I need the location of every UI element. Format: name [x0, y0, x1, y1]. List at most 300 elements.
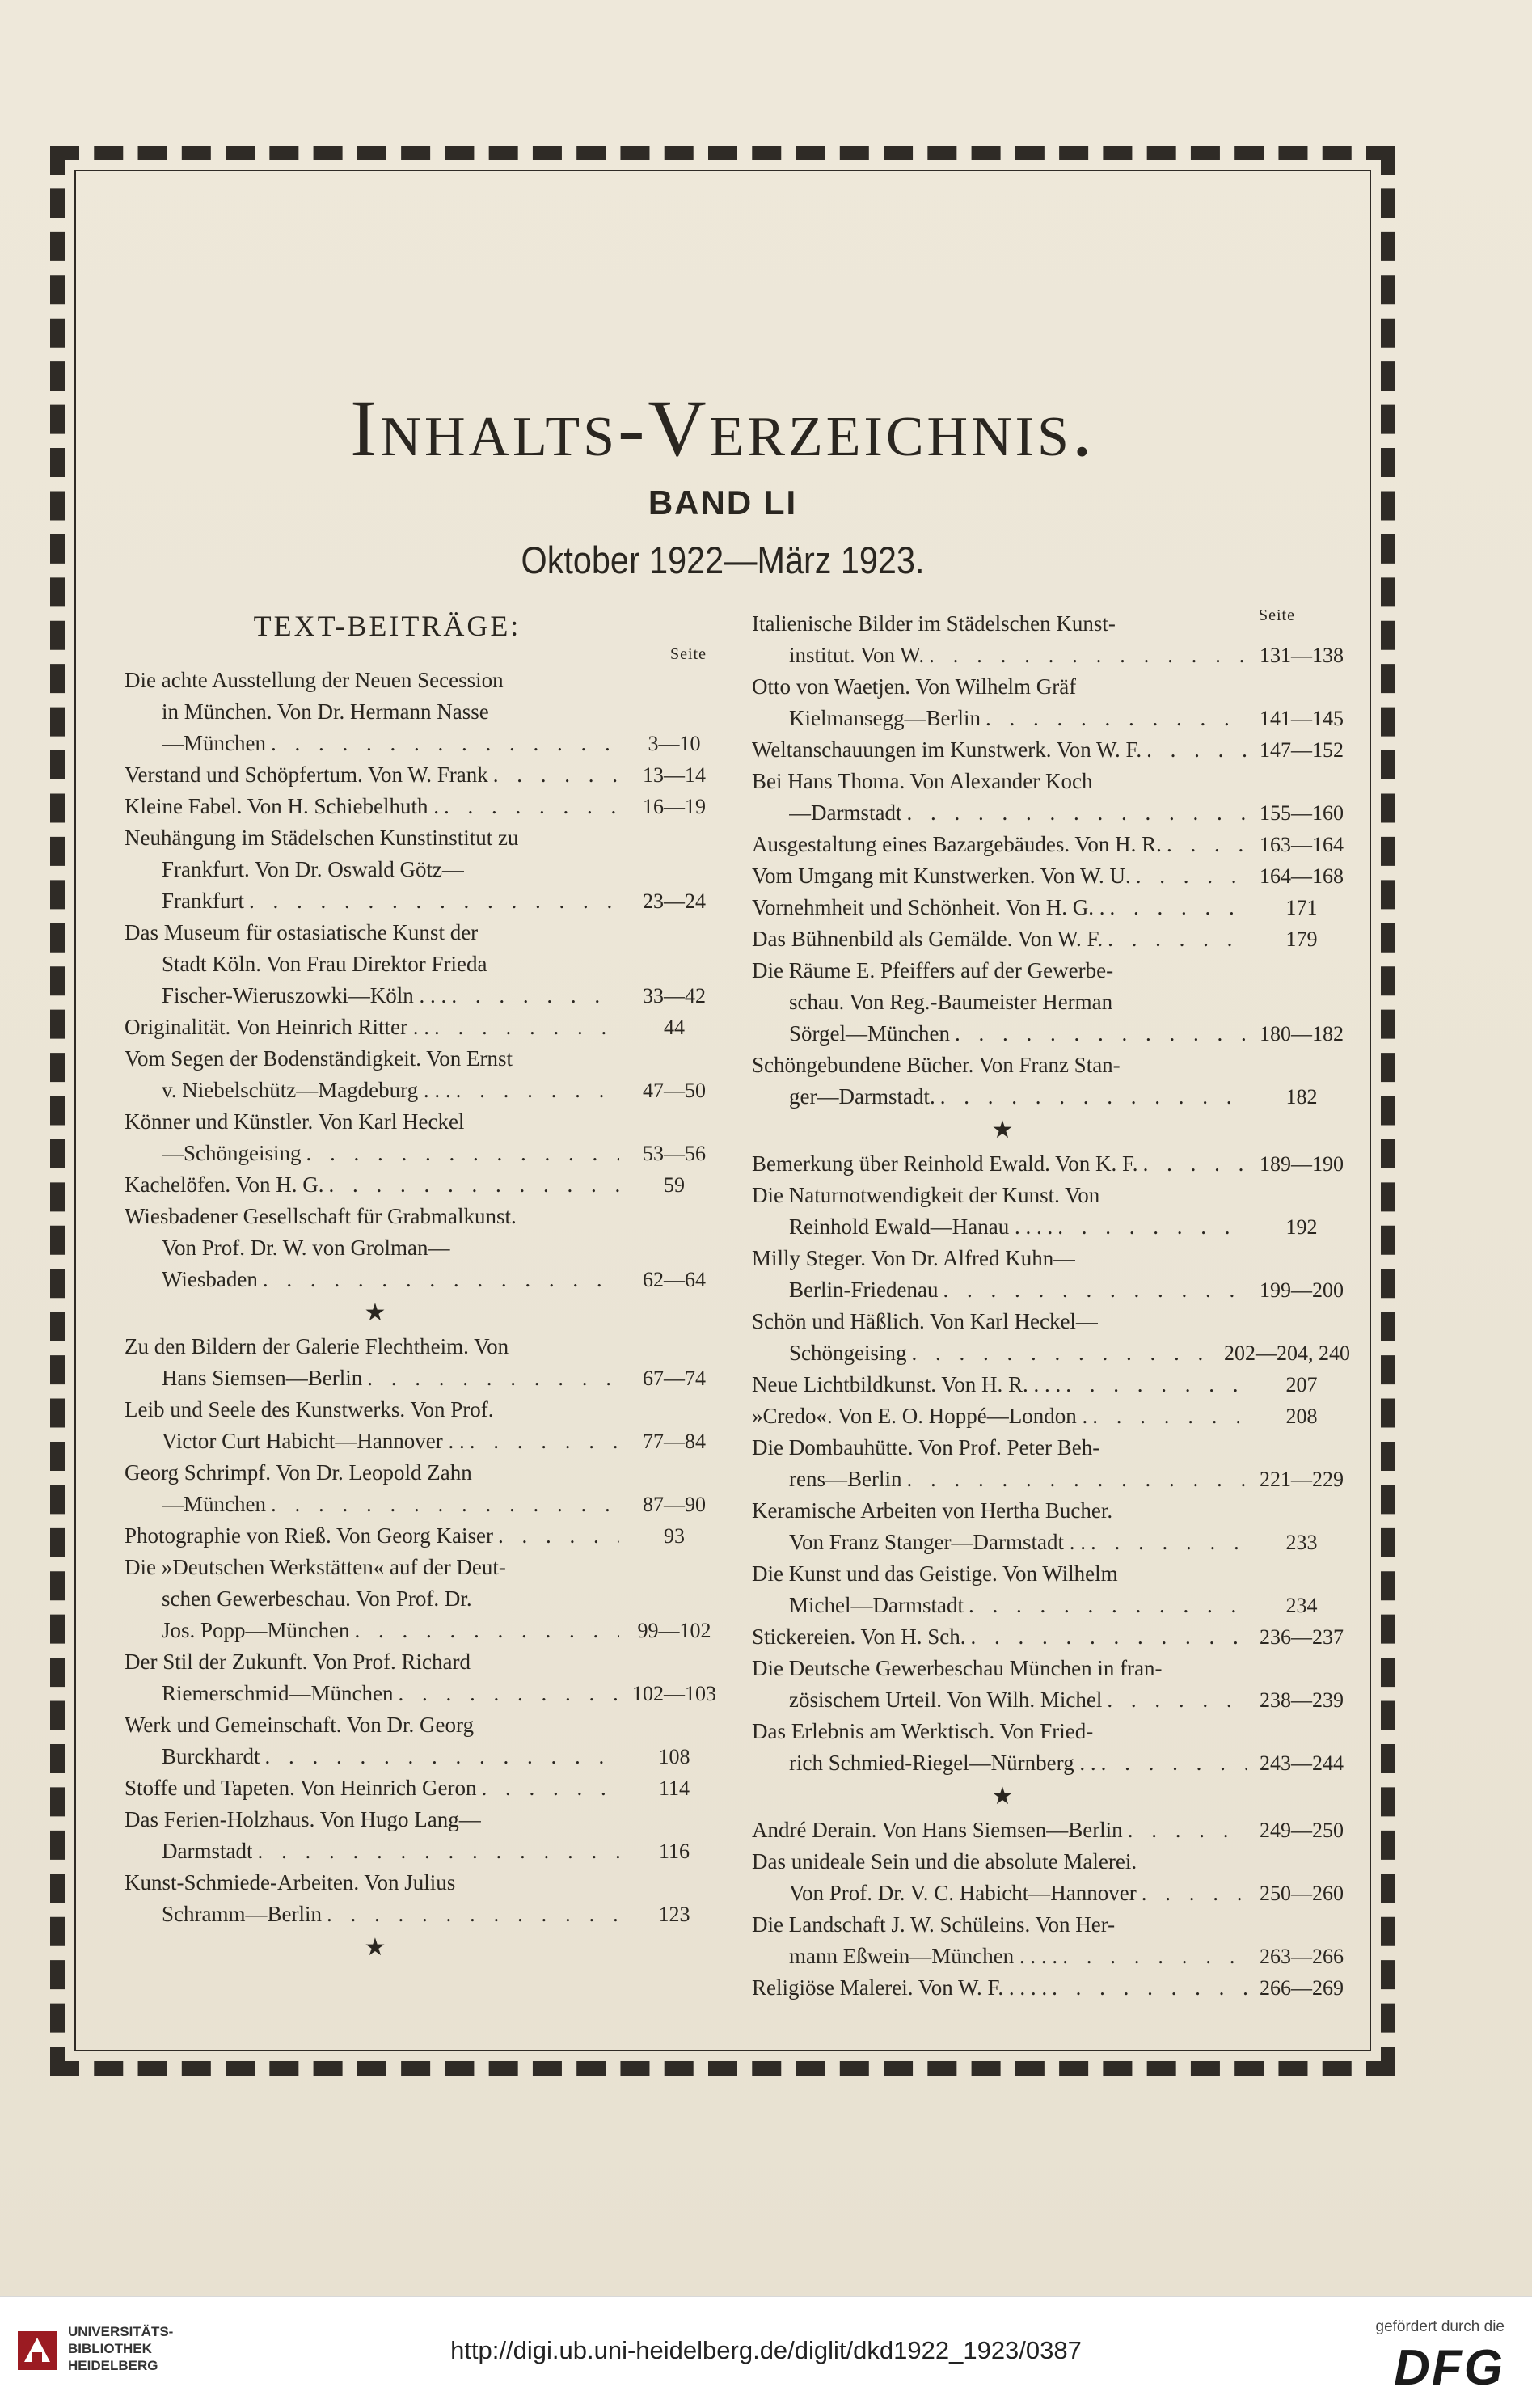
- toc-entry-text: schau. Von Reg.-Baumeister Herman: [789, 990, 1113, 1014]
- toc-entry-text: Sörgel—München: [789, 1021, 950, 1046]
- toc-page-number: 53—56: [643, 1142, 706, 1165]
- volume-label: BAND LI: [648, 484, 798, 522]
- toc-entry-line: [125, 759, 723, 791]
- toc-entry-line: [125, 1232, 723, 1264]
- dot-leader: [1136, 860, 1247, 892]
- toc-entry-line: [752, 1814, 1350, 1846]
- toc-entry-line: [125, 1646, 723, 1678]
- toc-entry: [125, 1552, 723, 1646]
- period-label: Oktober 1922—März 1923.: [521, 539, 925, 581]
- toc-entry: [752, 1400, 1350, 1432]
- toc-entry: [752, 1306, 1350, 1369]
- toc-entry-line: [752, 671, 1350, 703]
- toc-entry: [125, 1201, 723, 1295]
- toc-entry-text: Georg Schrimpf. Von Dr. Leopold Zahn: [125, 1460, 472, 1485]
- toc-entry: [125, 1394, 723, 1457]
- toc-page-number: 108: [658, 1745, 690, 1768]
- toc-entry-text: Könner und Künstler. Von Karl Heckel: [125, 1109, 465, 1134]
- toc-entry-line: [752, 1018, 1350, 1050]
- toc-page-number: 131—138: [1260, 644, 1344, 667]
- toc-entry-line: [752, 1400, 1350, 1432]
- toc-entry: [125, 1709, 723, 1772]
- toc-page-number: 171: [1285, 896, 1318, 919]
- toc-entry: [752, 1495, 1350, 1558]
- toc-page-number: 77—84: [643, 1430, 706, 1453]
- toc-entry-text: Bei Hans Thoma. Von Alexander Koch: [752, 769, 1093, 793]
- toc-entry: [752, 923, 1350, 955]
- toc-entry-line: [752, 1274, 1350, 1306]
- toc-entry-text: rich Schmied-Riegel—Nürnberg . .: [789, 1751, 1096, 1775]
- dot-leader: [1066, 1369, 1247, 1400]
- toc-entry-text: —Darmstadt: [789, 801, 902, 825]
- toc-entry-line: [125, 1552, 723, 1583]
- toc-entry-text: Kielmansegg—Berlin: [789, 706, 981, 730]
- toc-entry: [752, 1050, 1350, 1113]
- toc-entry: [752, 955, 1350, 1050]
- dot-leader: [355, 1615, 619, 1646]
- toc-entry-line: [752, 1369, 1350, 1400]
- toc-entry: [752, 734, 1350, 766]
- dot-leader: [398, 1678, 619, 1709]
- toc-page-number: 93: [664, 1524, 685, 1548]
- dot-leader: [929, 640, 1247, 671]
- toc-entry-line: [125, 822, 723, 854]
- toc-entry-text: Die Räume E. Pfeiffers auf der Gewerbe-: [752, 958, 1114, 982]
- toc-entry-text: Neuhängung im Städelschen Kunstinstitut zu: [125, 826, 519, 850]
- toc-entry-text: Weltanschauungen im Kunstwerk. Von W. F.: [752, 737, 1142, 762]
- dot-leader: [367, 1362, 619, 1394]
- toc-entry-line: [752, 1558, 1350, 1590]
- toc-page-number: 147—152: [1260, 738, 1344, 762]
- toc-entry-line: [125, 1426, 723, 1457]
- toc-page-number: 123: [658, 1903, 690, 1926]
- toc-page-number: 207: [1285, 1373, 1318, 1396]
- toc-entry-line: [125, 1362, 723, 1394]
- toc-entry-line: [125, 917, 723, 948]
- toc-left-column: [125, 608, 723, 1966]
- toc-page-number: 243—244: [1260, 1751, 1344, 1775]
- dot-leader: [451, 980, 619, 1012]
- toc-entry-text: Das Erlebnis am Werktisch. Von Fried-: [752, 1719, 1094, 1743]
- toc-entry: [125, 1106, 723, 1169]
- toc-entry-text: Von Prof. Dr. W. von Grolman—: [162, 1236, 450, 1260]
- toc-entry-text: Wiesbaden: [162, 1267, 258, 1291]
- sponsor-text: gefördert durch die: [1375, 2318, 1505, 2335]
- toc-entry-text: Burckhardt: [162, 1744, 260, 1768]
- toc-entry-text: Die achte Ausstellung der Neuen Secession: [125, 668, 504, 692]
- toc-entry: [125, 1646, 723, 1709]
- dot-leader: [940, 1081, 1247, 1113]
- toc-entry: [752, 766, 1350, 829]
- toc-entry-line: [752, 1527, 1350, 1558]
- toc-entry-line: [125, 948, 723, 980]
- toc-entry: [752, 671, 1350, 734]
- toc-left-entries: [125, 665, 723, 1966]
- toc-entry-text: Die Naturnotwendigkeit der Kunst. Von: [752, 1183, 1100, 1207]
- toc-entry: [125, 791, 723, 822]
- toc-entry-line: [752, 734, 1350, 766]
- toc-entry: [125, 665, 723, 759]
- toc-entry-text: Die Kunst und das Geistige. Von Wilhelm: [752, 1561, 1118, 1586]
- dot-leader: [906, 1464, 1247, 1495]
- toc-entry-text: Keramische Arbeiten von Hertha Bucher.: [752, 1498, 1113, 1523]
- page-title: Inhalts-Verzeichnis.: [350, 383, 1095, 473]
- toc-entry-line: [125, 1106, 723, 1138]
- library-name-line: UNIVERSITÄTS-: [68, 2324, 174, 2339]
- toc-entry: [752, 1716, 1350, 1779]
- toc-entry-line: [752, 1653, 1350, 1684]
- dot-leader: [444, 791, 619, 822]
- toc-page-number: 44: [664, 1016, 685, 1039]
- toc-entry: [752, 608, 1350, 671]
- toc-page-number: 47—50: [643, 1079, 706, 1102]
- toc-entry-text: Zu den Bildern der Galerie Flechtheim. Von: [125, 1334, 509, 1358]
- toc-entry-line: [752, 1747, 1350, 1779]
- toc-entry-line: [752, 1909, 1350, 1941]
- toc-entry-line: [125, 1804, 723, 1836]
- dfg-logo: DFG: [1394, 2340, 1505, 2396]
- dot-leader: [1052, 1972, 1247, 2004]
- toc-entry: [752, 1909, 1350, 1972]
- toc-entry-text: Fischer-Wieruszowki—Köln . . .: [162, 983, 447, 1008]
- toc-page-number: 163—164: [1260, 833, 1344, 856]
- dot-leader: [985, 703, 1247, 734]
- toc-entry-line: [125, 665, 723, 696]
- toc-entry: [125, 1457, 723, 1520]
- toc-entry: [752, 1243, 1350, 1306]
- dot-leader: [1128, 1814, 1247, 1846]
- toc-entry-line: [752, 1081, 1350, 1113]
- section-heading: TEXT-BEITRÄGE:: [253, 610, 521, 642]
- toc-page-number: 266—269: [1260, 1976, 1344, 2000]
- dot-leader: [955, 1018, 1247, 1050]
- dot-leader: [434, 1012, 619, 1043]
- toc-entry-line: [752, 1495, 1350, 1527]
- toc-entry-line: [125, 1201, 723, 1232]
- dot-leader: [456, 1075, 619, 1106]
- page-column-label-right: Seite: [1259, 606, 1295, 624]
- toc-entry-line: [752, 1684, 1350, 1716]
- toc-entry-line: [125, 1899, 723, 1930]
- toc-page-number: 236—237: [1260, 1625, 1344, 1649]
- toc-entry-text: Die Dombauhütte. Von Prof. Peter Beh-: [752, 1435, 1100, 1460]
- toc-page-number: 99—102: [637, 1619, 711, 1642]
- toc-entry-line: [752, 1211, 1350, 1243]
- toc-entry-line: [752, 923, 1350, 955]
- toc-entry-line: [752, 860, 1350, 892]
- toc-entry-text: Ausgestaltung eines Bazargebäudes. Von H. R.: [752, 832, 1162, 856]
- section-divider-star-icon: ★: [991, 1783, 1014, 1810]
- toc-entry-line: [125, 1772, 723, 1804]
- dot-leader: [328, 1169, 619, 1201]
- dot-leader: [249, 885, 619, 917]
- source-url-link[interactable]: http://digi.ub.uni-heidelberg.de/diglit/dkd1922_1923/0387: [450, 2336, 1082, 2364]
- toc-entry: [752, 1148, 1350, 1180]
- toc-entry: [752, 1653, 1350, 1716]
- toc-entry-text: »Credo«. Von E. O. Hoppé—London .: [752, 1404, 1088, 1428]
- dot-leader: [1110, 892, 1247, 923]
- toc-entry-text: Der Stil der Zukunft. Von Prof. Richard: [125, 1650, 471, 1674]
- toc-entry-text: institut. Von W.: [789, 643, 925, 667]
- toc-entry-line: [752, 1464, 1350, 1495]
- dot-leader: [1062, 1941, 1247, 1972]
- toc-entry-line: [125, 885, 723, 917]
- toc-entry-line: [125, 1012, 723, 1043]
- dot-leader: [271, 1489, 619, 1520]
- toc-entry-text: Michel—Darmstadt: [789, 1593, 964, 1617]
- dot-leader: [306, 1138, 620, 1169]
- toc-entry-line: [125, 1264, 723, 1295]
- toc-entry-text: Bemerkung über Reinhold Ewald. Von K. F.: [752, 1151, 1138, 1176]
- toc-entry: [125, 1043, 723, 1106]
- toc-page-number: 221—229: [1260, 1468, 1344, 1491]
- toc-entry-text: in München. Von Dr. Hermann Nasse: [162, 699, 489, 724]
- dot-leader: [263, 1264, 619, 1295]
- dot-leader: [493, 759, 619, 791]
- toc-entry: [125, 1012, 723, 1043]
- toc-page-number: 234: [1285, 1594, 1318, 1617]
- toc-page-number: 202—204, 240: [1224, 1341, 1350, 1365]
- toc-page-number: 189—190: [1260, 1152, 1344, 1176]
- toc-entry-text: Von Franz Stanger—Darmstadt . .: [789, 1530, 1086, 1554]
- toc-entry-text: zösischem Urteil. Von Wilh. Michel: [789, 1688, 1103, 1712]
- dot-leader: [1107, 1684, 1247, 1716]
- toc-entry-line: [752, 703, 1350, 734]
- dot-leader: [498, 1520, 619, 1552]
- toc-entry-text: Italienische Bilder im Städelschen Kunst-: [752, 611, 1116, 636]
- toc-entry-line: [752, 1878, 1350, 1909]
- toc-entry-line: [752, 1590, 1350, 1621]
- toc-entry-line: [752, 797, 1350, 829]
- toc-page-number: 182: [1285, 1085, 1318, 1109]
- toc-entry-line: [125, 1169, 723, 1201]
- toc-entry-line: [125, 1043, 723, 1075]
- toc-entry-line: [125, 1138, 723, 1169]
- toc-entry-text: Schöngeising: [789, 1341, 907, 1365]
- toc-entry-text: Milly Steger. Von Dr. Alfred Kuhn—: [752, 1246, 1076, 1270]
- toc-page-number: 116: [658, 1840, 690, 1863]
- toc-entry-text: Riemerschmid—München: [162, 1681, 394, 1705]
- toc-entry: [125, 1772, 723, 1804]
- toc-entry-line: [125, 1709, 723, 1741]
- toc-entry-text: Originalität. Von Heinrich Ritter . .: [125, 1015, 429, 1039]
- toc-entry-line: [125, 1331, 723, 1362]
- dot-leader: [470, 1426, 619, 1457]
- toc-page-number: 3—10: [648, 732, 701, 755]
- toc-entry-text: Von Prof. Dr. V. C. Habicht—Hannover: [789, 1881, 1137, 1905]
- toc-page-number: 233: [1285, 1531, 1318, 1554]
- toc-entry-line: [752, 1972, 1350, 2004]
- toc-entry-text: Frankfurt. Von Dr. Oswald Götz—: [162, 857, 464, 881]
- toc-entry-text: Religiöse Malerei. Von W. F. . . . .: [752, 1975, 1048, 2000]
- section-divider-star-icon: ★: [364, 1299, 386, 1326]
- toc-right-entries: [752, 608, 1350, 2004]
- section-divider-star-icon: ★: [364, 1934, 386, 1961]
- toc-entry: [752, 1180, 1350, 1243]
- toc-entry-line: [125, 1394, 723, 1426]
- toc-page-number: 250—260: [1260, 1882, 1344, 1905]
- toc-entry-line: [125, 791, 723, 822]
- dot-leader: [1092, 1400, 1247, 1432]
- toc-page-number: 180—182: [1260, 1022, 1344, 1046]
- toc-entry: [125, 917, 723, 1012]
- toc-entry-text: Die Deutsche Gewerbeschau München in fran-: [752, 1656, 1163, 1680]
- toc-entry: [752, 1432, 1350, 1495]
- toc-page-number: 199—200: [1260, 1278, 1344, 1302]
- toc-entry: [125, 759, 723, 791]
- toc-page-number: 87—90: [643, 1493, 706, 1516]
- toc-page-number: 208: [1285, 1405, 1318, 1428]
- toc-entry-line: [125, 1075, 723, 1106]
- toc-entry-text: Berlin-Friedenau: [789, 1278, 939, 1302]
- toc-entry-line: [125, 728, 723, 759]
- toc-entry-text: —Schöngeising: [162, 1141, 302, 1165]
- toc-entry-line: [125, 1678, 723, 1709]
- toc-entry-line: [752, 1337, 1350, 1369]
- toc-entry-text: Kleine Fabel. Von H. Schiebelhuth .: [125, 794, 439, 818]
- toc-entry-text: André Derain. Von Hans Siemsen—Berlin: [752, 1818, 1123, 1842]
- toc-page-number: 13—14: [643, 763, 706, 787]
- toc-page-number: 249—250: [1260, 1819, 1344, 1842]
- toc-entry-line: [752, 986, 1350, 1018]
- toc-entry-line: [752, 1846, 1350, 1878]
- toc-entry-line: [125, 1741, 723, 1772]
- toc-entry-text: Stadt Köln. Von Frau Direktor Frieda: [162, 952, 487, 976]
- toc-entry-line: [752, 1243, 1350, 1274]
- library-name-line: HEIDELBERG: [68, 2358, 158, 2373]
- dot-leader: [970, 1621, 1247, 1653]
- library-name-line: BIBLIOTHEK: [68, 2341, 152, 2356]
- dot-leader: [1091, 1527, 1247, 1558]
- toc-entry-text: Kunst-Schmiede-Arbeiten. Von Julius: [125, 1870, 456, 1895]
- toc-page-number: 33—42: [643, 984, 706, 1008]
- toc-entry-text: Otto von Waetjen. Von Wilhelm Gräf: [752, 674, 1077, 699]
- toc-entry: [752, 829, 1350, 860]
- toc-right-column: [752, 608, 1350, 2004]
- toc-page-number: 263—266: [1260, 1945, 1344, 1968]
- toc-entry-text: Vornehmheit und Schönheit. Von H. G. .: [752, 895, 1105, 919]
- toc-entry-text: Vom Umgang mit Kunstwerken. Von W. U.: [752, 864, 1131, 888]
- toc-page-number: 67—74: [643, 1367, 706, 1390]
- dot-leader: [1146, 734, 1247, 766]
- section-divider-star-icon: ★: [991, 1117, 1014, 1143]
- toc-entry-text: Werk und Gemeinschaft. Von Dr. Georg: [125, 1713, 474, 1737]
- footer-bar: [0, 2296, 1532, 2408]
- toc-entry-text: Vom Segen der Bodenständigkeit. Von Ernst: [125, 1046, 513, 1071]
- toc-entry: [125, 1520, 723, 1552]
- toc-entry-line: [125, 1615, 723, 1646]
- dot-leader: [943, 1274, 1247, 1306]
- toc-entry: [752, 1814, 1350, 1846]
- dot-leader: [257, 1836, 619, 1867]
- toc-entry-line: [752, 1941, 1350, 1972]
- toc-entry-line: [752, 829, 1350, 860]
- dot-leader: [271, 728, 619, 759]
- dot-leader: [1143, 1148, 1247, 1180]
- toc-entry-line: [125, 980, 723, 1012]
- page-column-label: Seite: [670, 645, 707, 663]
- toc-entry-text: Stoffe und Tapeten. Von Heinrich Geron: [125, 1776, 477, 1800]
- dot-leader: [1167, 829, 1247, 860]
- dot-leader: [482, 1772, 619, 1804]
- toc-entry-line: [752, 892, 1350, 923]
- toc-entry: [125, 1331, 723, 1394]
- toc-entry-text: Jos. Popp—München: [162, 1618, 350, 1642]
- toc-entry-text: ger—Darmstadt.: [789, 1084, 935, 1109]
- toc-entry-text: rens—Berlin: [789, 1467, 902, 1491]
- toc-entry-text: —München: [162, 1492, 266, 1516]
- toc-entry-text: Stickereien. Von H. Sch.: [752, 1624, 966, 1649]
- toc-entry-text: Schöngebundene Bücher. Von Franz Stan-: [752, 1053, 1121, 1077]
- toc-entry-text: Hans Siemsen—Berlin: [162, 1366, 363, 1390]
- toc-entry: [752, 1972, 1350, 2004]
- toc-page-number: 179: [1285, 927, 1318, 951]
- dot-leader: [906, 797, 1247, 829]
- toc-entry-text: Photographie von Rieß. Von Georg Kaiser: [125, 1523, 493, 1548]
- dot-leader: [1108, 923, 1247, 955]
- toc-entry-line: [752, 1050, 1350, 1081]
- toc-page-number: 164—168: [1260, 864, 1344, 888]
- toc-entry-text: Das unideale Sein und die absolute Malerei.: [752, 1849, 1137, 1874]
- toc-entry-line: [125, 1867, 723, 1899]
- toc-entry-text: Victor Curt Habicht—Hannover . .: [162, 1429, 465, 1453]
- toc-entry-text: Das Museum für ostasiatische Kunst der: [125, 920, 479, 944]
- toc-entry-text: Neue Lichtbildkunst. Von H. R. . . .: [752, 1372, 1061, 1396]
- toc-entry-text: Schön und Häßlich. Von Karl Heckel—: [752, 1309, 1098, 1333]
- toc-entry-text: Verstand und Schöpfertum. Von W. Frank: [125, 763, 488, 787]
- toc-page-number: 16—19: [643, 795, 706, 818]
- toc-entry-line: [125, 1836, 723, 1867]
- dot-leader: [1101, 1747, 1247, 1779]
- toc-entry: [125, 1169, 723, 1201]
- toc-entry-line: [125, 1520, 723, 1552]
- toc-entry-line: [125, 1489, 723, 1520]
- toc-entry-line: [125, 1583, 723, 1615]
- toc-entry-line: [752, 1621, 1350, 1653]
- toc-entry-line: [752, 1148, 1350, 1180]
- toc-entry-line: [752, 766, 1350, 797]
- toc-page-number: 62—64: [643, 1268, 706, 1291]
- toc-entry-text: v. Niebelschütz—Magdeburg . . .: [162, 1078, 451, 1102]
- toc-entry-line: [752, 1180, 1350, 1211]
- toc-page-number: 155—160: [1260, 801, 1344, 825]
- toc-entry-text: Darmstadt: [162, 1839, 253, 1863]
- toc-entry-line: [752, 640, 1350, 671]
- toc-page-number: 192: [1285, 1215, 1318, 1239]
- toc-entry-text: Leib und Seele des Kunstwerks. Von Prof.: [125, 1397, 494, 1422]
- toc-entry-text: Die »Deutschen Werkstätten« auf der Deut-: [125, 1555, 506, 1579]
- toc-page-number: 141—145: [1260, 707, 1344, 730]
- toc-entry-line: [125, 1457, 723, 1489]
- toc-entry-line: [752, 1306, 1350, 1337]
- toc-entry-line: [752, 608, 1350, 640]
- toc-page-number: 102—103: [632, 1682, 716, 1705]
- toc-entry: [752, 1369, 1350, 1400]
- toc-entry-text: Das Bühnenbild als Gemälde. Von W. F.: [752, 927, 1104, 951]
- toc-entry-text: Das Ferien-Holzhaus. Von Hugo Lang—: [125, 1807, 481, 1831]
- toc-entry: [752, 860, 1350, 892]
- toc-page-number: 59: [664, 1173, 685, 1197]
- toc-entry: [125, 1867, 723, 1930]
- toc-entry: [752, 1846, 1350, 1909]
- toc-page-number: 238—239: [1260, 1688, 1344, 1712]
- toc-entry-line: [752, 955, 1350, 986]
- toc-entry-text: Die Landschaft J. W. Schüleins. Von Her-: [752, 1912, 1116, 1937]
- dot-leader: [1057, 1211, 1247, 1243]
- toc-entry: [752, 1558, 1350, 1621]
- dot-leader: [1142, 1878, 1247, 1909]
- toc-entry: [125, 1804, 723, 1867]
